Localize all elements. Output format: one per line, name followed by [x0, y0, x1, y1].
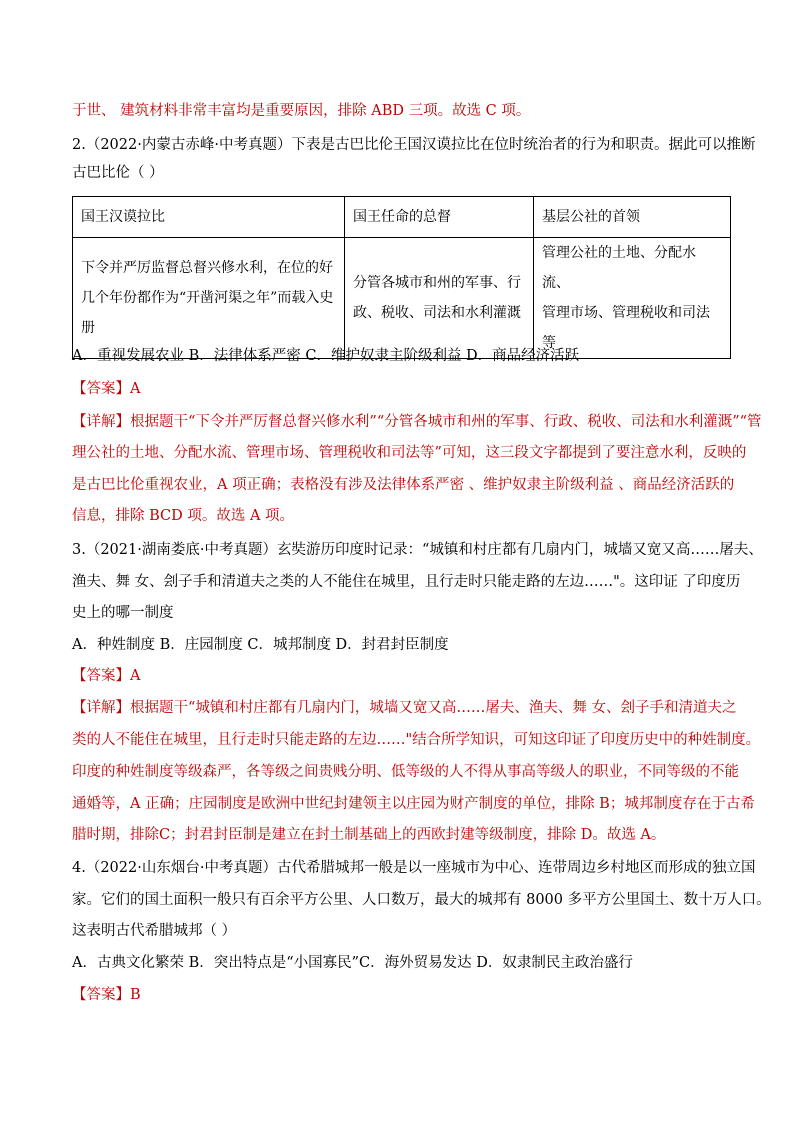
q2-stem-line1: 2.（2022·内蒙古赤峰·中考真题）下表是古巴比伦王国汉谟拉比在位时统治者的行为和职责。据此可以推断	[72, 137, 756, 153]
q2-options: A．重视发展农业 B．法律体系严密 C．维护奴隶主阶级利益 D．商品经济活跃	[72, 348, 580, 364]
q2-cell3-line2: 管理市场、管理税收和司法等	[542, 305, 710, 351]
q2-answer	[72, 379, 140, 399]
q4-stem-line2: 家。它们的国土面积一般只有百余平方公里、人口数万，最大的城邦有 8000 多平方公里国土、数十万人口。	[72, 892, 771, 908]
q4-stem-line3: 这表明古代希腊城邦（ ）	[72, 923, 237, 939]
q2-detail-line3: 是古巴比伦重视农业，A 项正确；表格没有涉及法律体系严密 、维护奴隶主阶级利益 、商品经济活跃的	[72, 477, 735, 493]
q4-answer	[72, 985, 141, 1005]
q2-cell1-line1: 下令并严厉监督总督兴修水利，在位的好	[81, 260, 333, 276]
q2-detail-line1	[72, 412, 762, 432]
detail-tag: 【详解】	[72, 700, 130, 716]
q2-cell2-line2: 政、税收、司法和水利灌溉	[353, 305, 521, 321]
detail-tag: 【详解】	[72, 414, 130, 430]
q2-cell1-line2: 几个年份都作为“开凿河渠之年”而载入史	[81, 290, 334, 306]
q3-stem-line1: 3.（2021·湖南娄底·中考真题）玄奘游历印度时记录：“城镇和村庄都有几扇内门，城墙又宽又高……屠夫、	[72, 542, 763, 558]
q3-detail-line2: 类的人不能住在城里，且行走时只能走路的左边……"结合所学知识，可知这印证了印度历史中的种姓制度。	[72, 732, 761, 748]
detail-text: 根据题干“城镇和村庄都有几扇内门，城墙又宽又高……屠夫、渔夫、舞 女、刽子手和清道夫之	[130, 700, 737, 716]
q3-stem-line3: 史上的哪一制度	[72, 605, 174, 621]
q4-stem-line1: 4.（2022·山东烟台·中考真题）古代希腊城邦一般是以一座城市为中心、连带周边乡村地区而形成的独立国	[72, 860, 756, 876]
q3-detail-line5: 腊时期，排除C；封君封臣制是建立在封土制基础上的西欧封建等级制度，排除 D。故选 A。	[72, 827, 666, 843]
answer-value: A	[130, 668, 141, 684]
q2-table-cell-3	[534, 238, 731, 359]
q2-stem-line2: 古巴比伦（ ）	[72, 165, 164, 181]
q3-options: A．种姓制度 B．庄园制度 C．城邦制度 D．封君封臣制度	[72, 637, 449, 653]
prev-answer-tail: 于世、 建筑材料非常丰富均是重要原因，排除 ABD 三项。故选 C 项。	[72, 103, 531, 119]
q2-table-header-2: 国王任命的总督	[345, 197, 534, 238]
answer-value: B	[130, 987, 141, 1003]
q2-table-header-3: 基层公社的首领	[534, 197, 731, 238]
detail-text: 根据题干“下令并严厉督总督兴修水利”“分管各城市和州的军事、行政、税收、司法和水利灌溉”“管	[130, 414, 762, 430]
answer-tag: 【答案】	[72, 668, 130, 684]
answer-tag: 【答案】	[72, 381, 130, 397]
q3-detail-line3: 印度的种姓制度等级森严，各等级之间贵贱分明、低等级的人不得从事高等级人的职业，不同等级的不能	[72, 764, 739, 780]
q2-table	[72, 196, 731, 359]
q3-stem-line2: 渔夫、舞 女、刽子手和清道夫之类的人不能住在城里，且行走时只能走路的左边……"。这印证 了印度历	[72, 574, 741, 590]
q2-cell2-line1: 分管各城市和州的军事、行	[353, 275, 521, 291]
q2-table-cell-2	[345, 238, 534, 359]
q2-cell1-line3: 册	[81, 320, 95, 336]
answer-value: A	[130, 381, 141, 397]
q3-answer	[72, 666, 140, 686]
q4-options: A．古典文化繁荣 B．突出特点是“小国寡民”C．海外贸易发达 D．奴隶制民主政治盛行	[72, 955, 633, 971]
q2-detail-line4: 信息，排除 BCD 项。故选 A 项。	[72, 508, 295, 524]
q3-detail-line1	[72, 698, 737, 718]
q2-cell3-line1: 管理公社的土地、分配水流、	[542, 245, 696, 291]
q2-detail-line2: 理公社的土地、分配水流、管理市场、管理税收和司法等”可知，这三段文字都提到了要注意水利，反映的	[72, 445, 747, 461]
q3-detail-line4: 通婚等，A 正确；庄园制度是欧洲中世纪封建领主以庄园为财产制度的单位，排除 B；城邦制度存在于古希	[72, 796, 755, 812]
q2-table-header-1: 国王汉谟拉比	[73, 197, 345, 238]
answer-tag: 【答案】	[72, 987, 130, 1003]
q2-table-cell-1	[73, 238, 345, 359]
